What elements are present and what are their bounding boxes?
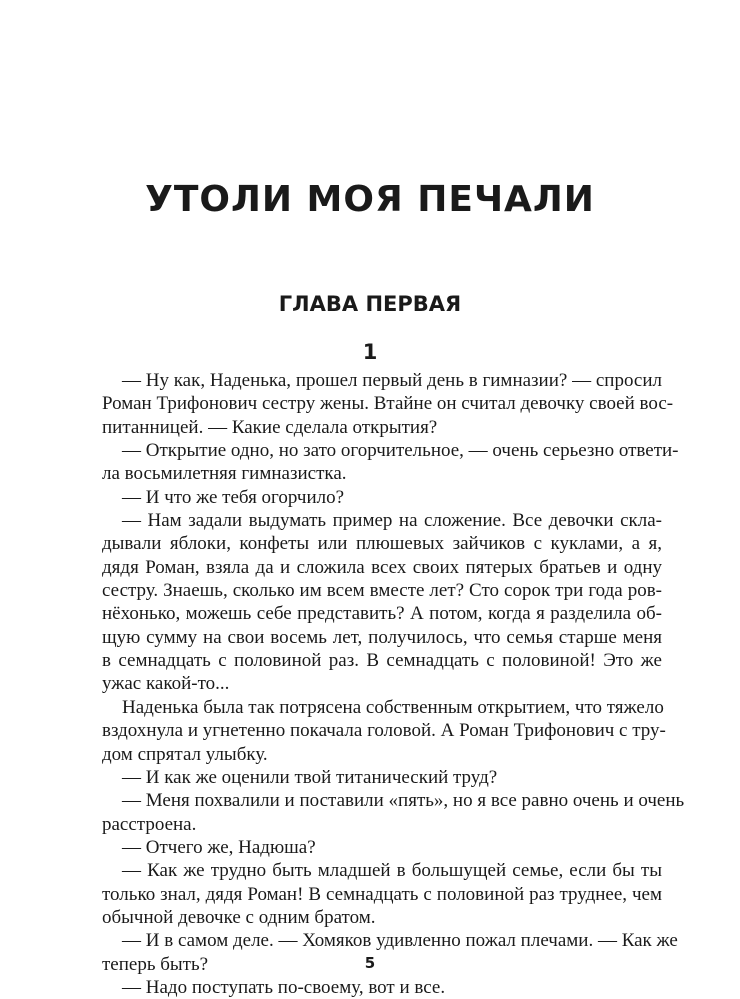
text-line: — Меня похвалили и поставили «пять», но я все равно очень и очень [122, 790, 685, 812]
text-line: щую сумму на свои восемь лет, получилось, что семья старше меня [102, 626, 662, 648]
text-line: — Надо поступать по-своему, вот и все. [122, 976, 446, 998]
text-line: ла восьмилетняя гимназистка. [102, 463, 347, 485]
book-title: УТОЛИ МОЯ ПЕЧАЛИ [145, 179, 595, 220]
text-line: дядя Роман, взяла да и сложила всех своих пятерых братьев и одну [102, 556, 662, 578]
text-line: вздохнула и угнетенно покачала головой. А Роман Трифонович с тру- [102, 720, 666, 742]
text-line: только знал, дядя Роман! В семнадцать с половиной раз труднее, чем [102, 883, 662, 905]
text-line: — Нам задали выдумать пример на сложение. Все девочки скла- [122, 510, 662, 532]
section-number: 1 [362, 340, 378, 364]
text-line: в семнадцать с половиной раз. В семнадцать с половиной! Это же [102, 650, 662, 672]
text-line: — И что же тебя огорчило? [122, 486, 345, 508]
text-line: Наденька была так потрясена собственным открытием, что тяжело [122, 696, 664, 718]
text-line: обычной девочке с одним братом. [102, 906, 376, 928]
text-line: расстроена. [102, 813, 197, 835]
chapter-title: ГЛАВА ПЕРВАЯ [278, 292, 462, 316]
body-text [102, 369, 685, 999]
text-line: нёхонько, можешь себе представить? А потом, когда я разделила об- [102, 603, 662, 625]
text-line: — Ну как, Наденька, прошел первый день в гимназии? — спросил [122, 370, 662, 391]
text-line: теперь быть? [102, 953, 209, 975]
text-line: ужас какой-то... [102, 673, 230, 695]
text-line: — Отчего же, Надюша? [122, 836, 316, 858]
text-line: — Как же трудно быть младшей в большущей семье, если бы ты [122, 860, 662, 882]
text-line: — И в самом деле. — Хомяков удивленно пожал плечами. — Как же [122, 930, 678, 952]
text-line: питанницей. — Какие сделала открытия? [102, 416, 438, 438]
page-number: 5 [364, 954, 376, 972]
text-line: сестру. Знаешь, сколько им всем вместе лет? Сто сорок три года ров- [102, 580, 662, 602]
text-line: дом спрятал улыбку. [102, 743, 268, 765]
text-line: дывали яблоки, конфеты или плюшевых зайчиков с куклами, а я, [102, 533, 662, 555]
text-line: — Открытие одно, но зато огорчительное, — очень серьезно ответи- [122, 440, 679, 462]
text-line: — И как же оценили твой титанический труд? [122, 766, 498, 788]
text-line: Роман Трифонович сестру жены. Втайне он считал девочку своей вос- [102, 393, 674, 415]
